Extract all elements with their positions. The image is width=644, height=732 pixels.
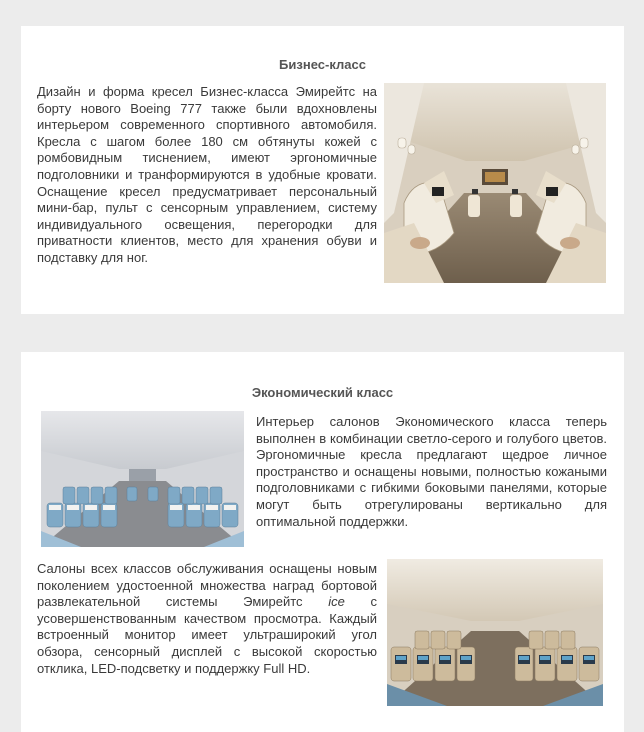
ice-text-after: с усовершенствованным качеством просмотра. Каждый встроенный монитор имеет ультраширокий угол обзора, сенсорный дисплей с высокой скоростью отклика, LED-подсветку и поддержку Full HD. [37, 594, 377, 676]
economy-class-cabin-photo [41, 411, 244, 547]
ice-brand-name: ice [328, 594, 345, 610]
business-class-section [21, 26, 624, 314]
business-class-description: Дизайн и форма кресел Бизнес-класса Эмирейтс на борту нового Boeing 777 также были вдохновлены интерьером современного спортивного автомобиля. Кресла с шагом более 180 см обтянуты кожей с ромбовидным тиснением, имеют эргономичные подголовники и транформируются в удобные кровати. Оснащение кресел предусматривает персональный мини-бар, пульт с сенсорным управлением, систему индивидуального освещения, перегородки для приватности клиентов, место для хранения обуви и подставку для ног. [37, 84, 377, 265]
business-cabin-illustration [384, 83, 606, 283]
economy-entertainment-cabin-photo [387, 559, 603, 706]
ice-entertainment-description [37, 561, 377, 677]
business-class-title: Бизнес-класс [279, 57, 366, 72]
economy-class-description: Интерьер салонов Экономического класса теперь выполнен в комбинации светло-серого и голубого цветов. Эргономичные кресла предлагают щедрое личное пространство и оснащены новыми, полностью кожаными подголовниками с гибкими боковыми панелями, которые могут быть отрегулированы вертикально для оптимальной поддержки. [256, 414, 607, 529]
business-class-cabin-photo [384, 83, 606, 283]
economy-cabin-illustration [41, 411, 244, 547]
entertainment-cabin-illustration [387, 559, 603, 706]
economy-class-section [21, 352, 624, 732]
economy-class-title: Экономический класс [251, 385, 394, 400]
ice-text-before: Салоны всех классов обслуживания оснащены новым поколением удостоенной множества наград бортовой развлекательной системы Эмирейтс [37, 561, 377, 610]
